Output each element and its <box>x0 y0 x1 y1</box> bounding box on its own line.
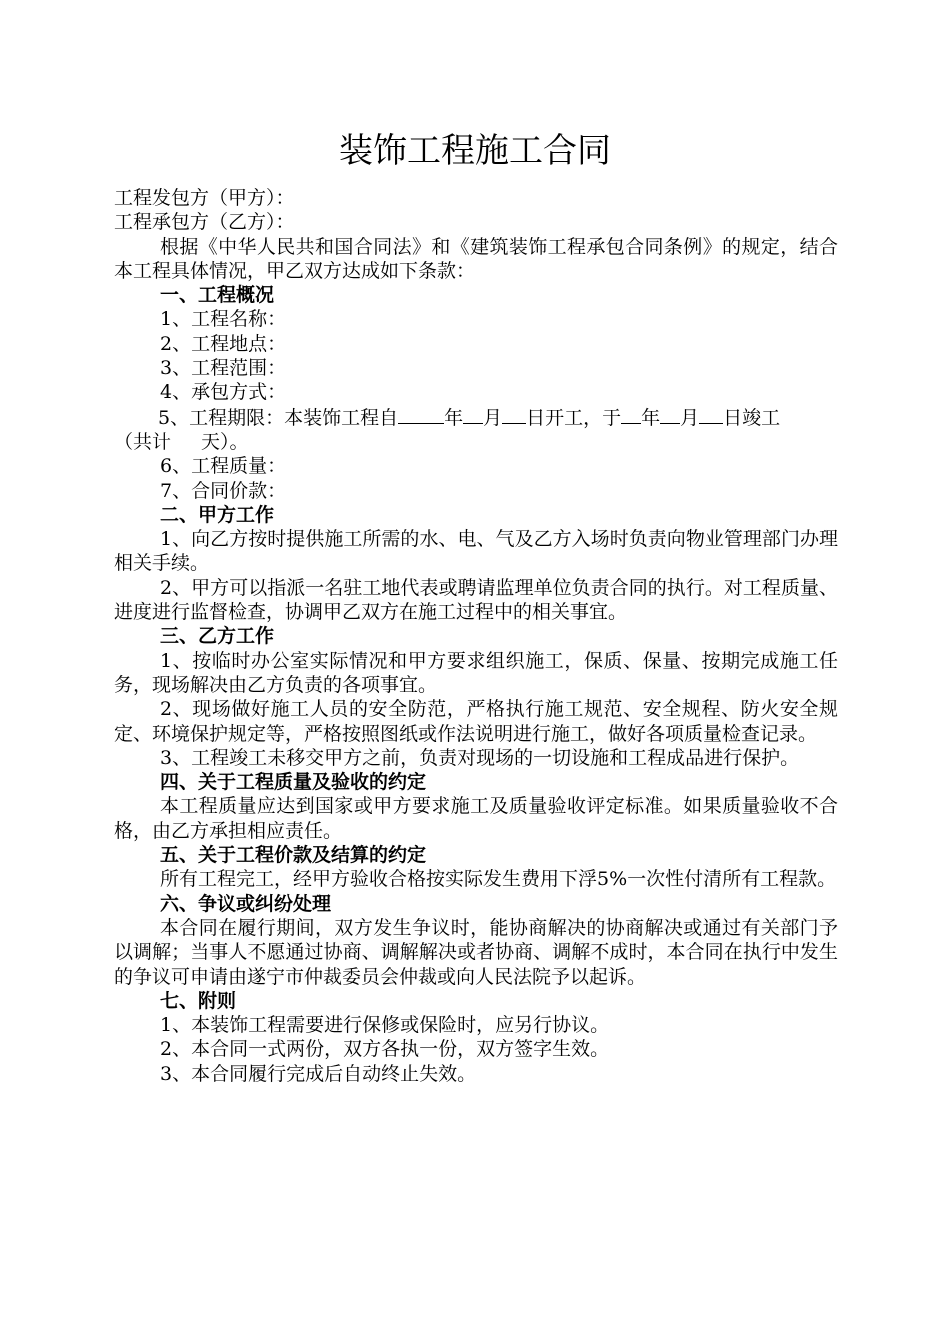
section-1-heading: 一、工程概况 <box>160 284 275 307</box>
term-year-label: 年 <box>641 406 661 429</box>
blank-month-end <box>660 405 680 424</box>
section-5-text: 所有工程完工，经甲方验收合格按实际发生费用下浮5%一次性付清所有工程款。 <box>160 868 837 891</box>
term-day-label: 日开工，于 <box>526 406 622 429</box>
section-3-item: 2、现场做好施工人员的安全防范，严格执行施工规范、安全规程、防火安全规定、环境保护规定等，严格按照图纸或作法说明进行施工，做好各项质量检查记录。 <box>114 698 838 745</box>
section-1-item: 2、工程地点： <box>160 332 287 355</box>
term-year-label: 年 <box>444 406 464 429</box>
section-4-text: 本工程质量应达到国家或甲方要求施工及质量验收评定标准。如果质量验收不合格，由乙方承担相应责任。 <box>114 795 838 842</box>
section-1-item: 3、工程范围： <box>160 357 287 380</box>
blank-month-start <box>463 405 483 424</box>
blank-year-end <box>621 405 641 424</box>
section-1-item: 4、承包方式： <box>160 381 287 404</box>
section-7-item: 1、本装饰工程需要进行保修或保险时，应另行协议。 <box>160 1014 610 1037</box>
project-term-line <box>114 405 838 430</box>
term-day-label: 日竣工 <box>723 406 781 429</box>
section-2-item: 1、向乙方按时提供施工所需的水、电、气及乙方入场时负责向物业管理部门办理相关手续。 <box>114 528 838 575</box>
section-2-item: 2、甲方可以指派一名驻工地代表或聘请监理单位负责合同的执行。对工程质量、进度进行监督检查，协调甲乙双方在施工过程中的相关事宜。 <box>114 576 838 624</box>
term-total-label: （共计 <box>114 430 172 453</box>
term-month-label: 月 <box>680 406 700 429</box>
blank-day-start <box>502 405 526 424</box>
document-title: 装饰工程施工合同 <box>339 131 611 171</box>
section-1-item: 6、工程质量： <box>160 455 287 478</box>
section-5-heading: 五、关于工程价款及结算的约定 <box>160 844 427 867</box>
section-7-item: 2、本合同一式两份，双方各执一份，双方签字生效。 <box>160 1038 610 1061</box>
blank-day-end <box>699 405 723 424</box>
term-month-label: 月 <box>483 406 503 429</box>
section-2-heading: 二、甲方工作 <box>160 503 275 526</box>
document-body <box>114 186 838 1086</box>
preamble: 根据《中华人民共和国合同法》和《建筑装饰工程承包合同条例》的规定，结合本工程具体情况，甲乙双方达成如下条款： <box>114 235 838 282</box>
section-7-item: 3、本合同履行完成后自动终止失效。 <box>160 1062 477 1085</box>
section-7-heading: 七、附则 <box>160 989 237 1012</box>
blank-year-start <box>398 405 444 424</box>
term-prefix: 5、工程期限：本装饰工程自 <box>158 406 399 429</box>
term-total-suffix: 天）。 <box>201 430 249 453</box>
party-a-line: 工程发包方（甲方）： <box>114 187 295 209</box>
section-3-item: 3、工程竣工未移交甲方之前，负责对现场的一切设施和工程成品进行保护。 <box>160 746 800 769</box>
section-6-heading: 六、争议或纠纷处理 <box>160 892 332 915</box>
section-1-item: 7、合同价款： <box>160 479 287 502</box>
section-3-item: 1、按临时办公室实际情况和甲方要求组织施工，保质、保量、按期完成施工任务，现场解决由乙方负责的各项事宜。 <box>114 649 838 696</box>
section-3-heading: 三、乙方工作 <box>160 625 275 648</box>
section-6-text: 本合同在履行期间，双方发生争议时，能协商解决的协商解决或通过有关部门予以调解；当事人不愿通过协商、调解解决或者协商、调解不成时，本合同在执行中发生的争议可申请由遂宁市仲裁委员会仲裁或向人民法院予以起诉。 <box>114 916 838 988</box>
term-total-days <box>114 430 838 454</box>
party-b-line: 工程承包方（乙方）： <box>114 211 295 234</box>
section-1-item: 1、工程名称： <box>160 308 287 331</box>
section-4-heading: 四、关于工程质量及验收的约定 <box>160 771 427 794</box>
